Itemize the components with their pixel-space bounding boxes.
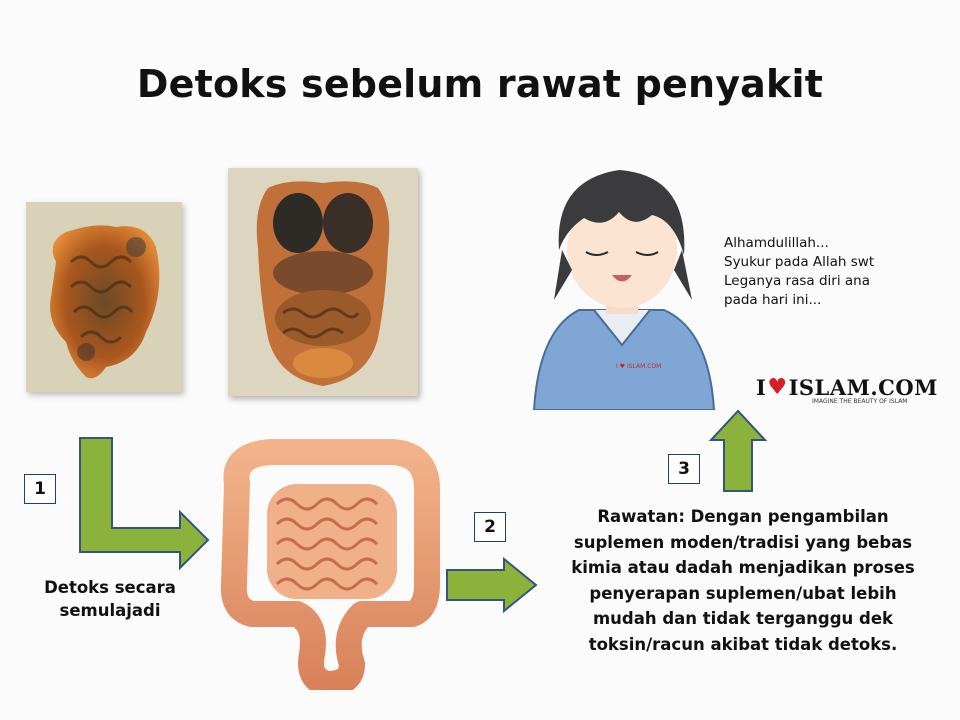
speech-line: Leganya rasa diri ana: [724, 273, 870, 289]
up-arrow-icon: [708, 408, 768, 494]
step-number-2: 2: [474, 512, 506, 542]
shirt-logo-text: I ♥ ISLAM.COM: [616, 363, 662, 370]
speech-line: pada hari ini...: [724, 292, 822, 308]
iluvislam-logo: I ♥ ISLAM.COM: [756, 374, 938, 400]
caption-rawatan: Rawatan: Dengan pengambilan suplemen moden/tradisi yang bebas kimia atau dadah menjadikan proses penyerapan suplemen/ubat lebih mudah dan tidak terganggu dek toksin/racun akibat tidak detoks.: [571, 507, 915, 654]
caption-line: Detoks secara: [44, 578, 176, 597]
dirty-intestine-image: [26, 202, 182, 392]
right-arrow-icon: [444, 556, 540, 614]
step-number-3: 3: [668, 454, 700, 484]
speech-line: Syukur pada Allah swt: [724, 254, 875, 270]
caption-detoks: [30, 576, 190, 622]
l-arrow-icon: [76, 434, 212, 574]
torso-organs-image: [228, 168, 418, 396]
speech-text: [724, 234, 924, 310]
page-title: Detoks sebelum rawat penyakit: [136, 62, 824, 106]
step-number-1: 1: [24, 474, 56, 504]
speech-line: Alhamdulillah...: [724, 235, 829, 251]
caption-line: semulajadi: [59, 601, 161, 620]
happy-boy-image: [524, 160, 720, 410]
heart-icon: ♥: [767, 374, 788, 400]
clean-intestine-image: [212, 434, 444, 690]
logo-tagline: IMAGINE THE BEAUTY OF ISLAM: [812, 398, 908, 405]
